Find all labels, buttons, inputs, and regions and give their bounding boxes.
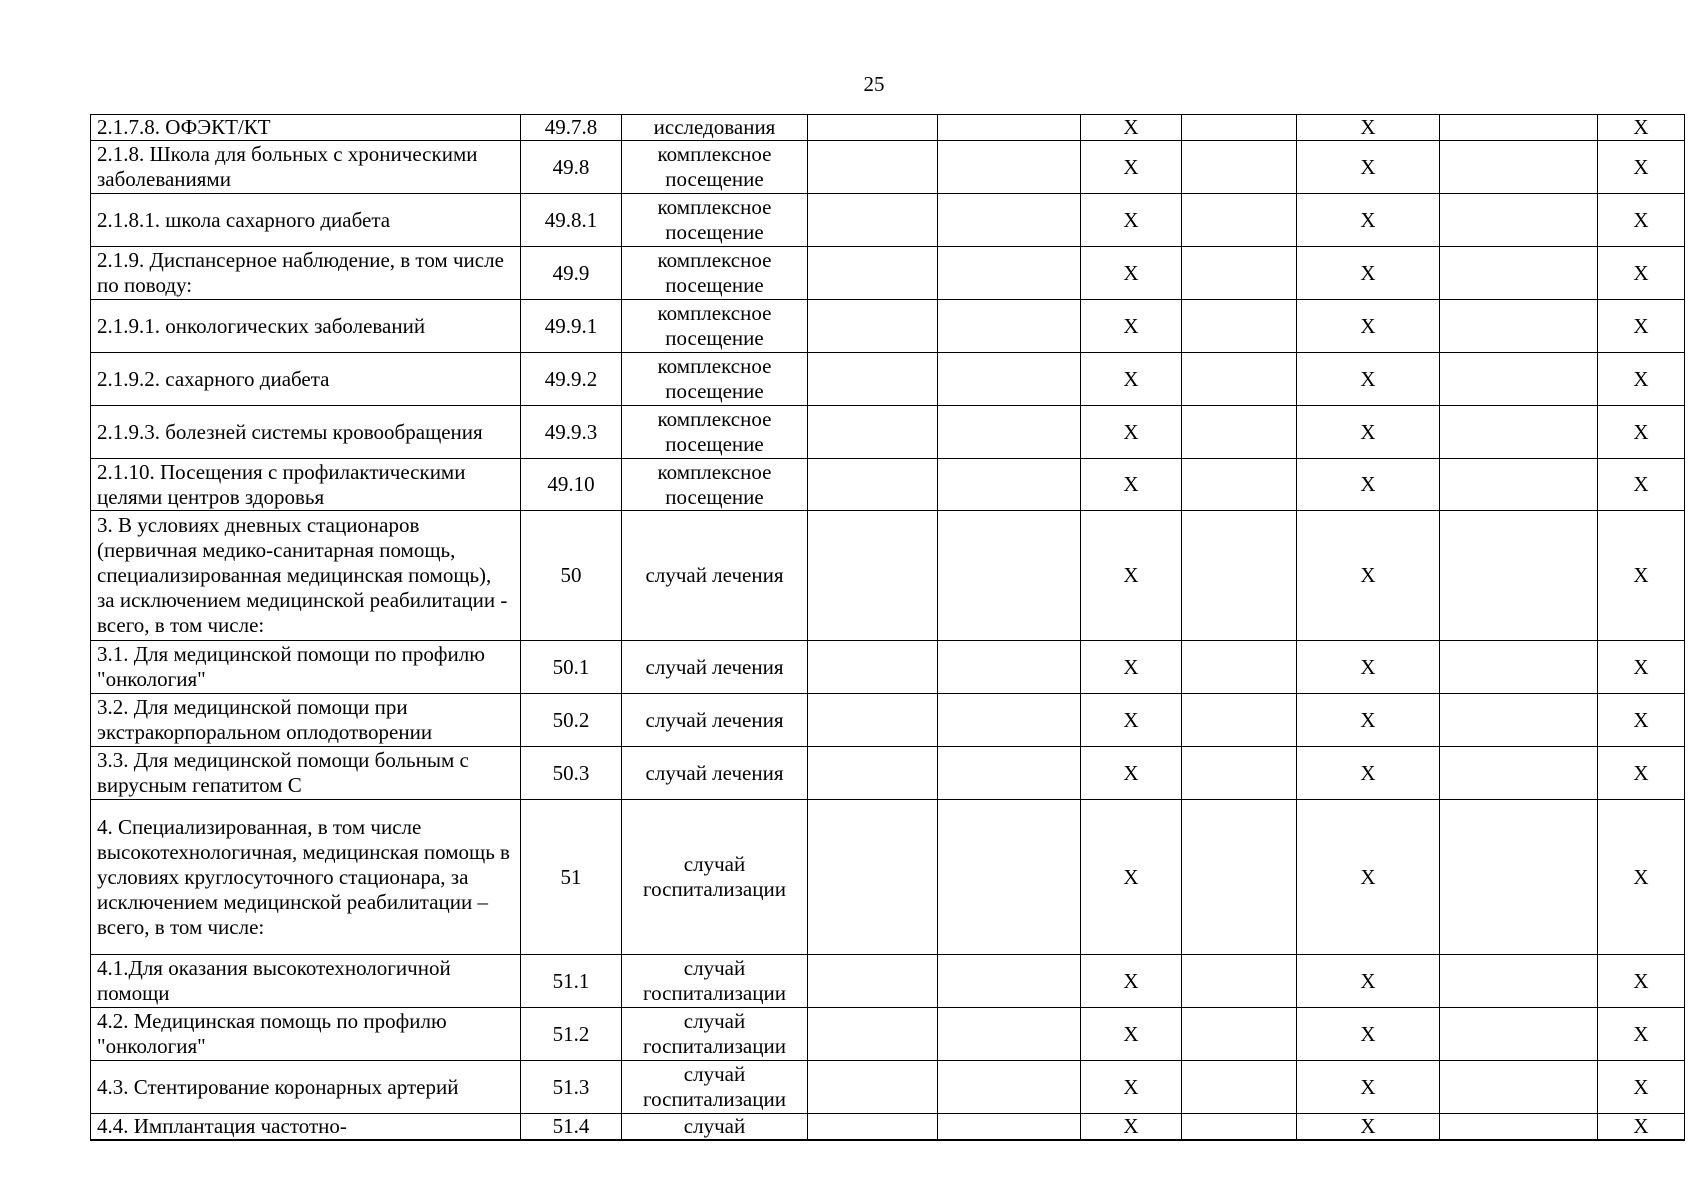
table-row xyxy=(91,459,1685,511)
x-mark: X xyxy=(1297,300,1440,353)
row-name: 3.2. Для медицинской помощи при экстракорпоральном оплодотворении xyxy=(91,694,521,747)
empty-cell xyxy=(1440,353,1598,406)
row-code: 49.9.2 xyxy=(521,353,622,406)
x-mark: X xyxy=(1081,1114,1182,1141)
empty-cell xyxy=(938,115,1081,141)
row-code: 51.1 xyxy=(521,955,622,1008)
empty-cell xyxy=(1440,511,1598,641)
empty-cell xyxy=(808,247,938,300)
empty-cell xyxy=(808,300,938,353)
empty-cell xyxy=(1440,955,1598,1008)
x-mark: X xyxy=(1081,247,1182,300)
empty-cell xyxy=(938,1114,1081,1141)
empty-cell xyxy=(938,247,1081,300)
empty-cell xyxy=(1182,694,1297,747)
row-unit: комплексное посещение xyxy=(622,353,808,406)
row-unit: случай лечения xyxy=(622,511,808,641)
empty-cell xyxy=(1440,247,1598,300)
empty-cell xyxy=(1182,1008,1297,1061)
row-name: 4. Специализированная, в том числе высокотехнологичная, медицинская помощь в условиях круглосуточного стационара, за исключением медицинской реабилитации – всего, в том числе: xyxy=(91,800,521,955)
empty-cell xyxy=(938,747,1081,800)
empty-cell xyxy=(938,141,1081,194)
row-unit: комплексное посещение xyxy=(622,194,808,247)
x-mark: X xyxy=(1297,641,1440,694)
row-unit: исследования xyxy=(622,115,808,141)
data-table xyxy=(90,114,1685,1141)
empty-cell xyxy=(1182,247,1297,300)
table-row xyxy=(91,406,1685,459)
x-mark: X xyxy=(1297,800,1440,955)
empty-cell xyxy=(1440,300,1598,353)
x-mark: X xyxy=(1598,459,1685,511)
empty-cell xyxy=(938,1008,1081,1061)
x-mark: X xyxy=(1598,194,1685,247)
row-code: 49.9.3 xyxy=(521,406,622,459)
row-unit: комплексное посещение xyxy=(622,247,808,300)
table-row xyxy=(91,955,1685,1008)
empty-cell xyxy=(1440,1061,1598,1114)
empty-cell xyxy=(1182,641,1297,694)
empty-cell xyxy=(1182,1061,1297,1114)
empty-cell xyxy=(1182,141,1297,194)
x-mark: X xyxy=(1297,353,1440,406)
row-code: 51 xyxy=(521,800,622,955)
empty-cell xyxy=(1440,406,1598,459)
x-mark: X xyxy=(1598,641,1685,694)
empty-cell xyxy=(808,1061,938,1114)
empty-cell xyxy=(1440,459,1598,511)
empty-cell xyxy=(1182,300,1297,353)
row-unit: случай лечения xyxy=(622,641,808,694)
x-mark: X xyxy=(1081,353,1182,406)
x-mark: X xyxy=(1598,694,1685,747)
empty-cell xyxy=(808,406,938,459)
empty-cell xyxy=(1440,641,1598,694)
table-row xyxy=(91,247,1685,300)
row-code: 50.1 xyxy=(521,641,622,694)
empty-cell xyxy=(808,1114,938,1141)
empty-cell xyxy=(808,141,938,194)
row-code: 51.2 xyxy=(521,1008,622,1061)
row-unit: случай госпитализации xyxy=(622,800,808,955)
row-name: 3.1. Для медицинской помощи по профилю "онкология" xyxy=(91,641,521,694)
empty-cell xyxy=(1440,141,1598,194)
empty-cell xyxy=(808,1008,938,1061)
row-code: 50 xyxy=(521,511,622,641)
row-unit: комплексное посещение xyxy=(622,459,808,511)
row-unit: случай госпитализации xyxy=(622,1008,808,1061)
x-mark: X xyxy=(1081,955,1182,1008)
x-mark: X xyxy=(1297,247,1440,300)
x-mark: X xyxy=(1081,300,1182,353)
empty-cell xyxy=(808,747,938,800)
empty-cell xyxy=(1440,115,1598,141)
table-row xyxy=(91,800,1685,955)
empty-cell xyxy=(1440,1114,1598,1141)
x-mark: X xyxy=(1297,747,1440,800)
x-mark: X xyxy=(1598,300,1685,353)
row-name: 2.1.9.1. онкологических заболеваний xyxy=(91,300,521,353)
row-unit: комплексное посещение xyxy=(622,300,808,353)
x-mark: X xyxy=(1598,247,1685,300)
x-mark: X xyxy=(1297,141,1440,194)
table-row xyxy=(91,115,1685,141)
row-unit: случай госпитализации xyxy=(622,955,808,1008)
empty-cell xyxy=(1182,955,1297,1008)
empty-cell xyxy=(938,641,1081,694)
row-code: 50.2 xyxy=(521,694,622,747)
row-name: 2.1.9.3. болезней системы кровообращения xyxy=(91,406,521,459)
x-mark: X xyxy=(1297,1008,1440,1061)
table-row xyxy=(91,747,1685,800)
empty-cell xyxy=(1182,353,1297,406)
empty-cell xyxy=(1440,1008,1598,1061)
empty-cell xyxy=(808,955,938,1008)
empty-cell xyxy=(808,641,938,694)
x-mark: X xyxy=(1081,1008,1182,1061)
table-row xyxy=(91,194,1685,247)
x-mark: X xyxy=(1598,406,1685,459)
empty-cell xyxy=(938,800,1081,955)
x-mark: X xyxy=(1081,194,1182,247)
x-mark: X xyxy=(1598,1008,1685,1061)
table-row xyxy=(91,1008,1685,1061)
row-code: 51.4 xyxy=(521,1114,622,1141)
empty-cell xyxy=(1182,115,1297,141)
empty-cell xyxy=(808,194,938,247)
row-name: 3.3. Для медицинской помощи больным с вирусным гепатитом С xyxy=(91,747,521,800)
x-mark: X xyxy=(1297,406,1440,459)
empty-cell xyxy=(1182,194,1297,247)
x-mark: X xyxy=(1297,1061,1440,1114)
row-code: 49.8.1 xyxy=(521,194,622,247)
row-name: 4.3. Стентирование коронарных артерий xyxy=(91,1061,521,1114)
empty-cell xyxy=(938,694,1081,747)
x-mark: X xyxy=(1081,694,1182,747)
row-name: 2.1.8.1. школа сахарного диабета xyxy=(91,194,521,247)
table-row xyxy=(91,141,1685,194)
empty-cell xyxy=(1440,694,1598,747)
empty-cell xyxy=(1440,194,1598,247)
row-code: 49.10 xyxy=(521,459,622,511)
x-mark: X xyxy=(1297,194,1440,247)
empty-cell xyxy=(1182,800,1297,955)
empty-cell xyxy=(938,194,1081,247)
x-mark: X xyxy=(1598,747,1685,800)
row-name: 4.1.Для оказания высокотехнологичной помощи xyxy=(91,955,521,1008)
empty-cell xyxy=(808,353,938,406)
x-mark: X xyxy=(1297,955,1440,1008)
row-name: 4.2. Медицинская помощь по профилю "онкология" xyxy=(91,1008,521,1061)
empty-cell xyxy=(808,694,938,747)
row-code: 50.3 xyxy=(521,747,622,800)
x-mark: X xyxy=(1598,1114,1685,1141)
empty-cell xyxy=(808,115,938,141)
row-unit: случай госпитализации xyxy=(622,1061,808,1114)
table-row xyxy=(91,353,1685,406)
x-mark: X xyxy=(1081,459,1182,511)
x-mark: X xyxy=(1598,115,1685,141)
row-code: 49.9.1 xyxy=(521,300,622,353)
empty-cell xyxy=(808,511,938,641)
row-name: 2.1.10. Посещения с профилактическими целями центров здоровья xyxy=(91,459,521,511)
row-code: 51.3 xyxy=(521,1061,622,1114)
row-unit: случай лечения xyxy=(622,694,808,747)
empty-cell xyxy=(938,1061,1081,1114)
table-row xyxy=(91,1061,1685,1114)
empty-cell xyxy=(1182,459,1297,511)
table-row xyxy=(91,694,1685,747)
x-mark: X xyxy=(1598,511,1685,641)
empty-cell xyxy=(1440,747,1598,800)
x-mark: X xyxy=(1598,800,1685,955)
x-mark: X xyxy=(1598,353,1685,406)
empty-cell xyxy=(1440,800,1598,955)
row-unit: случай лечения xyxy=(622,747,808,800)
empty-cell xyxy=(808,800,938,955)
empty-cell xyxy=(1182,747,1297,800)
row-code: 49.8 xyxy=(521,141,622,194)
empty-cell xyxy=(1182,1114,1297,1141)
table-row xyxy=(91,1114,1685,1141)
row-name: 2.1.7.8. ОФЭКТ/КТ xyxy=(91,115,521,141)
empty-cell xyxy=(938,300,1081,353)
row-name: 2.1.9.2. сахарного диабета xyxy=(91,353,521,406)
table-row xyxy=(91,511,1685,641)
empty-cell xyxy=(938,353,1081,406)
x-mark: X xyxy=(1081,800,1182,955)
page-number: 25 xyxy=(863,72,885,96)
row-code: 49.9 xyxy=(521,247,622,300)
x-mark: X xyxy=(1297,1114,1440,1141)
x-mark: X xyxy=(1081,406,1182,459)
table-row xyxy=(91,300,1685,353)
x-mark: X xyxy=(1297,694,1440,747)
empty-cell xyxy=(1182,511,1297,641)
empty-cell xyxy=(938,406,1081,459)
x-mark: X xyxy=(1297,511,1440,641)
x-mark: X xyxy=(1598,141,1685,194)
x-mark: X xyxy=(1081,747,1182,800)
row-unit: случай xyxy=(622,1114,808,1141)
x-mark: X xyxy=(1297,459,1440,511)
empty-cell xyxy=(1182,406,1297,459)
row-code: 49.7.8 xyxy=(521,115,622,141)
empty-cell xyxy=(938,955,1081,1008)
x-mark: X xyxy=(1598,1061,1685,1114)
x-mark: X xyxy=(1081,511,1182,641)
row-name: 4.4. Имплантация частотно- xyxy=(91,1114,521,1141)
empty-cell xyxy=(938,511,1081,641)
x-mark: X xyxy=(1081,641,1182,694)
empty-cell xyxy=(938,459,1081,511)
x-mark: X xyxy=(1081,1061,1182,1114)
x-mark: X xyxy=(1598,955,1685,1008)
x-mark: X xyxy=(1081,141,1182,194)
row-name: 2.1.9. Диспансерное наблюдение, в том числе по поводу: xyxy=(91,247,521,300)
x-mark: X xyxy=(1297,115,1440,141)
x-mark: X xyxy=(1081,115,1182,141)
table-row xyxy=(91,641,1685,694)
row-name: 3. В условиях дневных стационаров (первичная медико-санитарная помощь, специализированная медицинская помощь), за исключением медицинской реабилитации - всего, в том числе: xyxy=(91,511,521,641)
row-name: 2.1.8. Школа для больных с хроническими заболеваниями xyxy=(91,141,521,194)
row-unit: комплексное посещение xyxy=(622,141,808,194)
empty-cell xyxy=(808,459,938,511)
row-unit: комплексное посещение xyxy=(622,406,808,459)
